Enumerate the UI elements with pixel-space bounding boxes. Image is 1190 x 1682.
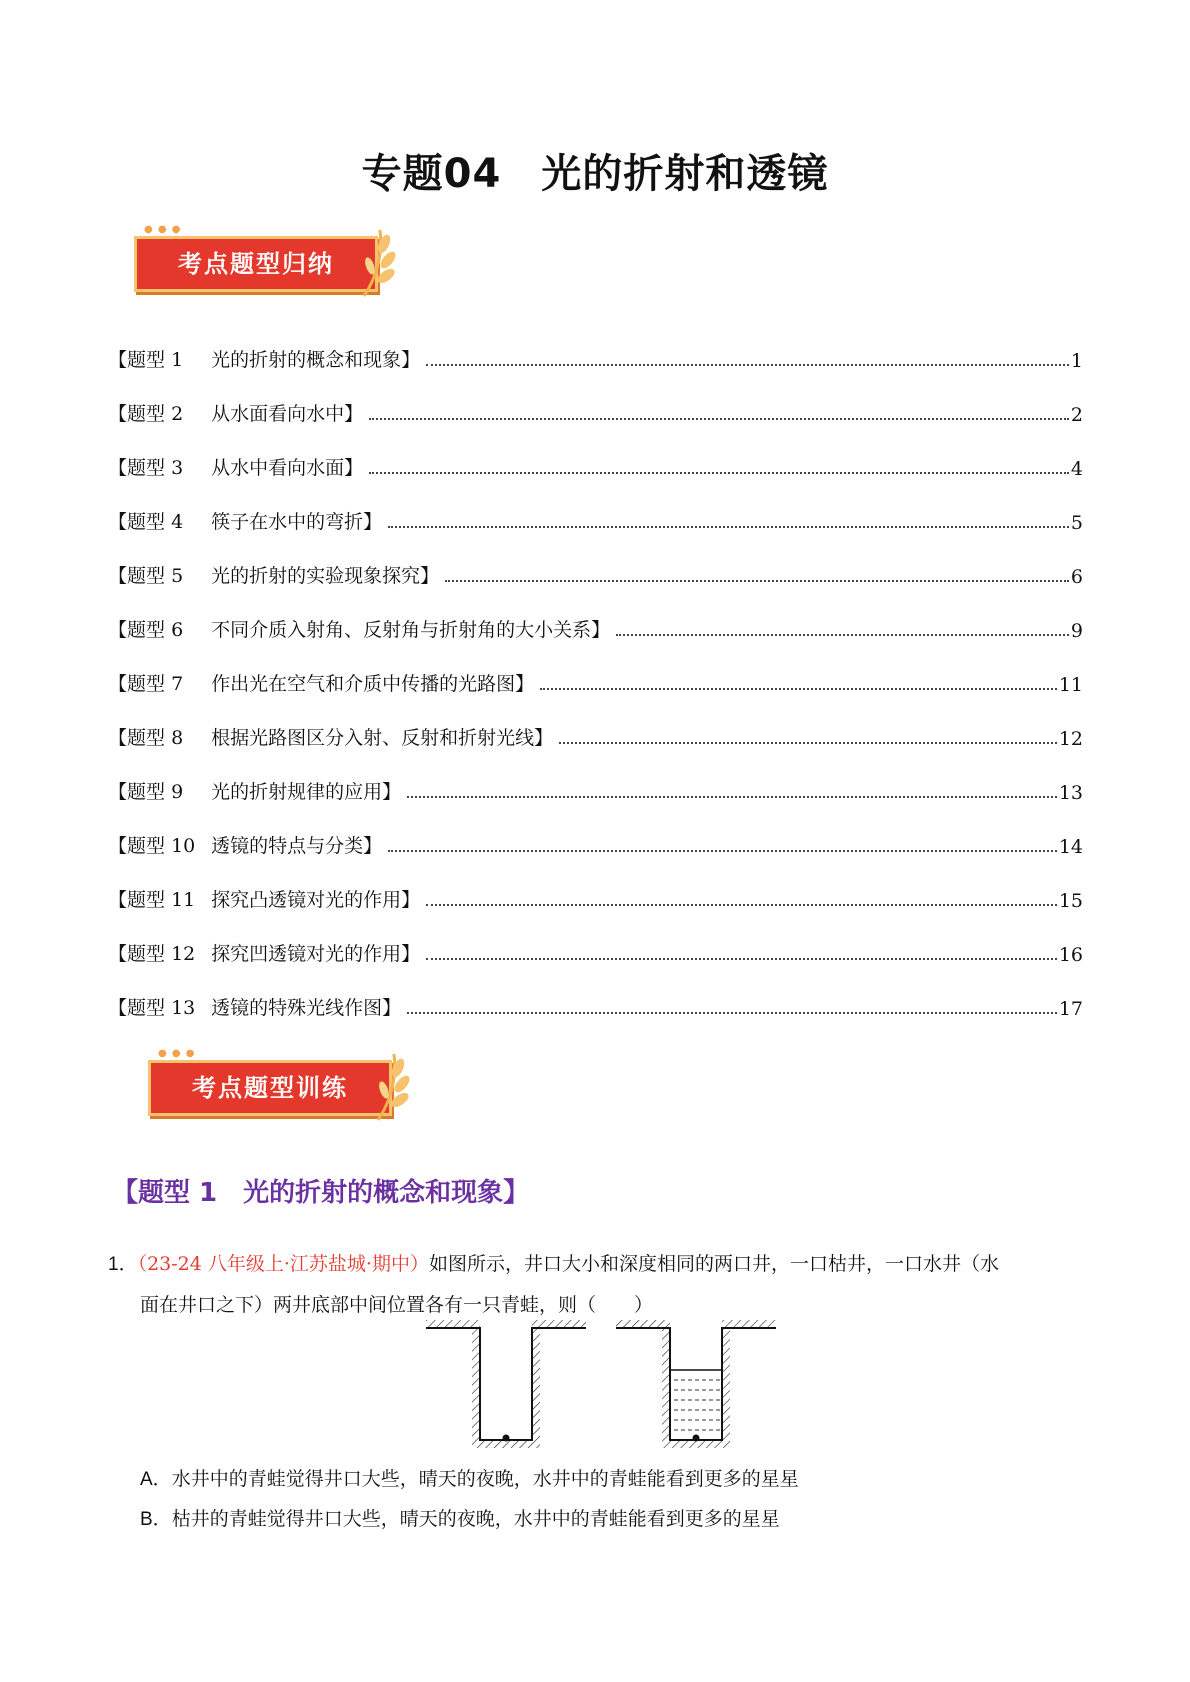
toc-item-9[interactable] — [108, 774, 1083, 804]
water-well — [616, 1320, 776, 1448]
toc-text: 从水中看向水面】 — [211, 457, 364, 479]
section-heading: 【题型 1 光的折射的概念和现象】 — [112, 1178, 530, 1208]
toc-page: 12 — [1058, 728, 1083, 750]
wheat-icon — [358, 226, 406, 300]
banner-dots-icon: ● ● ● — [158, 1048, 196, 1059]
toc-page: 15 — [1058, 890, 1083, 912]
toc-text: 从水面看向水中】 — [211, 403, 364, 425]
banner-summary-label: 考点题型归纳 — [178, 250, 334, 278]
toc-page: 9 — [1070, 620, 1083, 642]
toc-item-11[interactable] — [108, 882, 1083, 912]
toc-item-1[interactable] — [108, 342, 1083, 372]
toc-text: 不同介质入射角、反射角与折射角的大小关系】 — [211, 619, 611, 641]
toc-number: 10 — [171, 835, 196, 857]
banner-training-label: 考点题型训练 — [192, 1074, 348, 1102]
toc-number: 5 — [171, 565, 184, 587]
toc-text: 光的折射规律的应用】 — [211, 781, 402, 803]
page-title — [0, 142, 1190, 199]
toc-item-4[interactable] — [108, 504, 1083, 534]
toc-text: 光的折射的实验现象探究】 — [211, 565, 440, 587]
toc-leader — [426, 903, 1057, 906]
toc-number: 12 — [171, 943, 196, 965]
dry-well — [426, 1320, 586, 1448]
toc-item-10[interactable] — [108, 828, 1083, 858]
wheat-icon — [372, 1050, 420, 1124]
frog-dot — [693, 1435, 700, 1442]
toc-prefix: 【题型 — [108, 727, 166, 749]
toc-text: 透镜的特殊光线作图】 — [211, 997, 402, 1019]
toc-leader — [369, 471, 1069, 474]
toc-text: 探究凹透镜对光的作用】 — [211, 943, 421, 965]
banner-summary — [128, 218, 418, 308]
toc-item-13[interactable] — [108, 990, 1083, 1020]
toc-prefix: 【题型 — [108, 889, 166, 911]
toc-text: 探究凸透镜对光的作用】 — [211, 889, 421, 911]
question-source: （23-24 八年级上·江苏盐城·期中） — [137, 1253, 429, 1275]
toc-item-12[interactable] — [108, 936, 1083, 966]
toc-prefix: 【题型 — [108, 835, 166, 857]
toc-number: 13 — [171, 997, 196, 1019]
toc-number: 7 — [171, 673, 184, 695]
toc-page: 11 — [1058, 674, 1083, 696]
toc-prefix: 【题型 — [108, 781, 166, 803]
toc-number: 4 — [171, 511, 184, 533]
toc-text: 光的折射的概念和现象】 — [211, 349, 421, 371]
toc-prefix: 【题型 — [108, 997, 166, 1019]
question-line-1 — [108, 1244, 1083, 1285]
wells-figure — [420, 1318, 800, 1450]
toc-leader — [388, 525, 1069, 528]
banner-training — [142, 1042, 432, 1132]
toc-page: 14 — [1058, 836, 1083, 858]
question-text-2: 面在井口之下）两井底部中间位置各有一只青蛙，则（ ） — [140, 1294, 654, 1316]
toc-page: 2 — [1070, 404, 1083, 426]
toc-prefix: 【题型 — [108, 943, 166, 965]
banner-dots-icon: ● ● ● — [144, 224, 182, 235]
toc-text: 筷子在水中的弯折】 — [211, 511, 383, 533]
toc-item-8[interactable] — [108, 720, 1083, 750]
toc-leader — [616, 633, 1069, 636]
toc-leader — [407, 795, 1057, 798]
toc-page: 17 — [1058, 998, 1083, 1020]
question-text-1: 如图所示，井口大小和深度相同的两口井，一口枯井，一口水井（水 — [428, 1253, 999, 1275]
toc-number: 3 — [171, 457, 184, 479]
toc-leader — [559, 741, 1057, 744]
toc-number: 6 — [171, 619, 184, 641]
toc-item-6[interactable] — [108, 612, 1083, 642]
option-letter: A． — [140, 1469, 172, 1490]
question-number: 1． — [108, 1254, 138, 1275]
title-topic: 光的折射和透镜 — [541, 151, 829, 197]
toc-text: 作出光在空气和介质中传播的光路图】 — [211, 673, 535, 695]
toc-prefix: 【题型 — [108, 403, 166, 425]
toc-page: 13 — [1058, 782, 1083, 804]
toc-prefix: 【题型 — [108, 511, 166, 533]
toc-leader — [426, 957, 1057, 960]
toc-prefix: 【题型 — [108, 349, 166, 371]
toc-prefix: 【题型 — [108, 619, 166, 641]
toc-text: 根据光路图区分入射、反射和折射光线】 — [211, 727, 554, 749]
toc-number: 8 — [171, 727, 184, 749]
toc-page: 6 — [1070, 566, 1083, 588]
toc-leader — [407, 1011, 1057, 1014]
title-number: 04 — [443, 151, 502, 197]
toc-item-7[interactable] — [108, 666, 1083, 696]
toc-number: 2 — [171, 403, 184, 425]
toc-number: 1 — [171, 349, 184, 371]
toc-item-3[interactable] — [108, 450, 1083, 480]
toc-page: 4 — [1070, 458, 1083, 480]
option-text: 枯井的青蛙觉得井口大些，晴天的夜晚，水井中的青蛙能看到更多的星星 — [171, 1508, 780, 1530]
toc-number: 9 — [171, 781, 184, 803]
option-a[interactable] — [140, 1464, 799, 1491]
toc-prefix: 【题型 — [108, 457, 166, 479]
option-text: 水井中的青蛙觉得井口大些，晴天的夜晚，水井中的青蛙能看到更多的星星 — [171, 1468, 799, 1490]
toc-item-2[interactable] — [108, 396, 1083, 426]
toc-page: 5 — [1070, 512, 1083, 534]
toc-page: 16 — [1058, 944, 1083, 966]
toc-item-5[interactable] — [108, 558, 1083, 588]
toc-leader — [426, 363, 1069, 366]
toc-prefix: 【题型 — [108, 673, 166, 695]
toc-text: 透镜的特点与分类】 — [211, 835, 383, 857]
frog-dot — [503, 1435, 510, 1442]
toc-page: 1 — [1070, 350, 1083, 372]
question-1 — [108, 1244, 1083, 1325]
toc-leader — [388, 849, 1057, 852]
toc-leader — [540, 687, 1057, 690]
option-letter: B． — [140, 1509, 172, 1530]
toc-prefix: 【题型 — [108, 565, 166, 587]
toc-leader — [369, 417, 1069, 420]
toc-leader — [445, 579, 1069, 582]
title-prefix: 专题 — [361, 151, 444, 197]
option-b[interactable] — [140, 1504, 780, 1531]
toc-number: 11 — [171, 889, 196, 911]
